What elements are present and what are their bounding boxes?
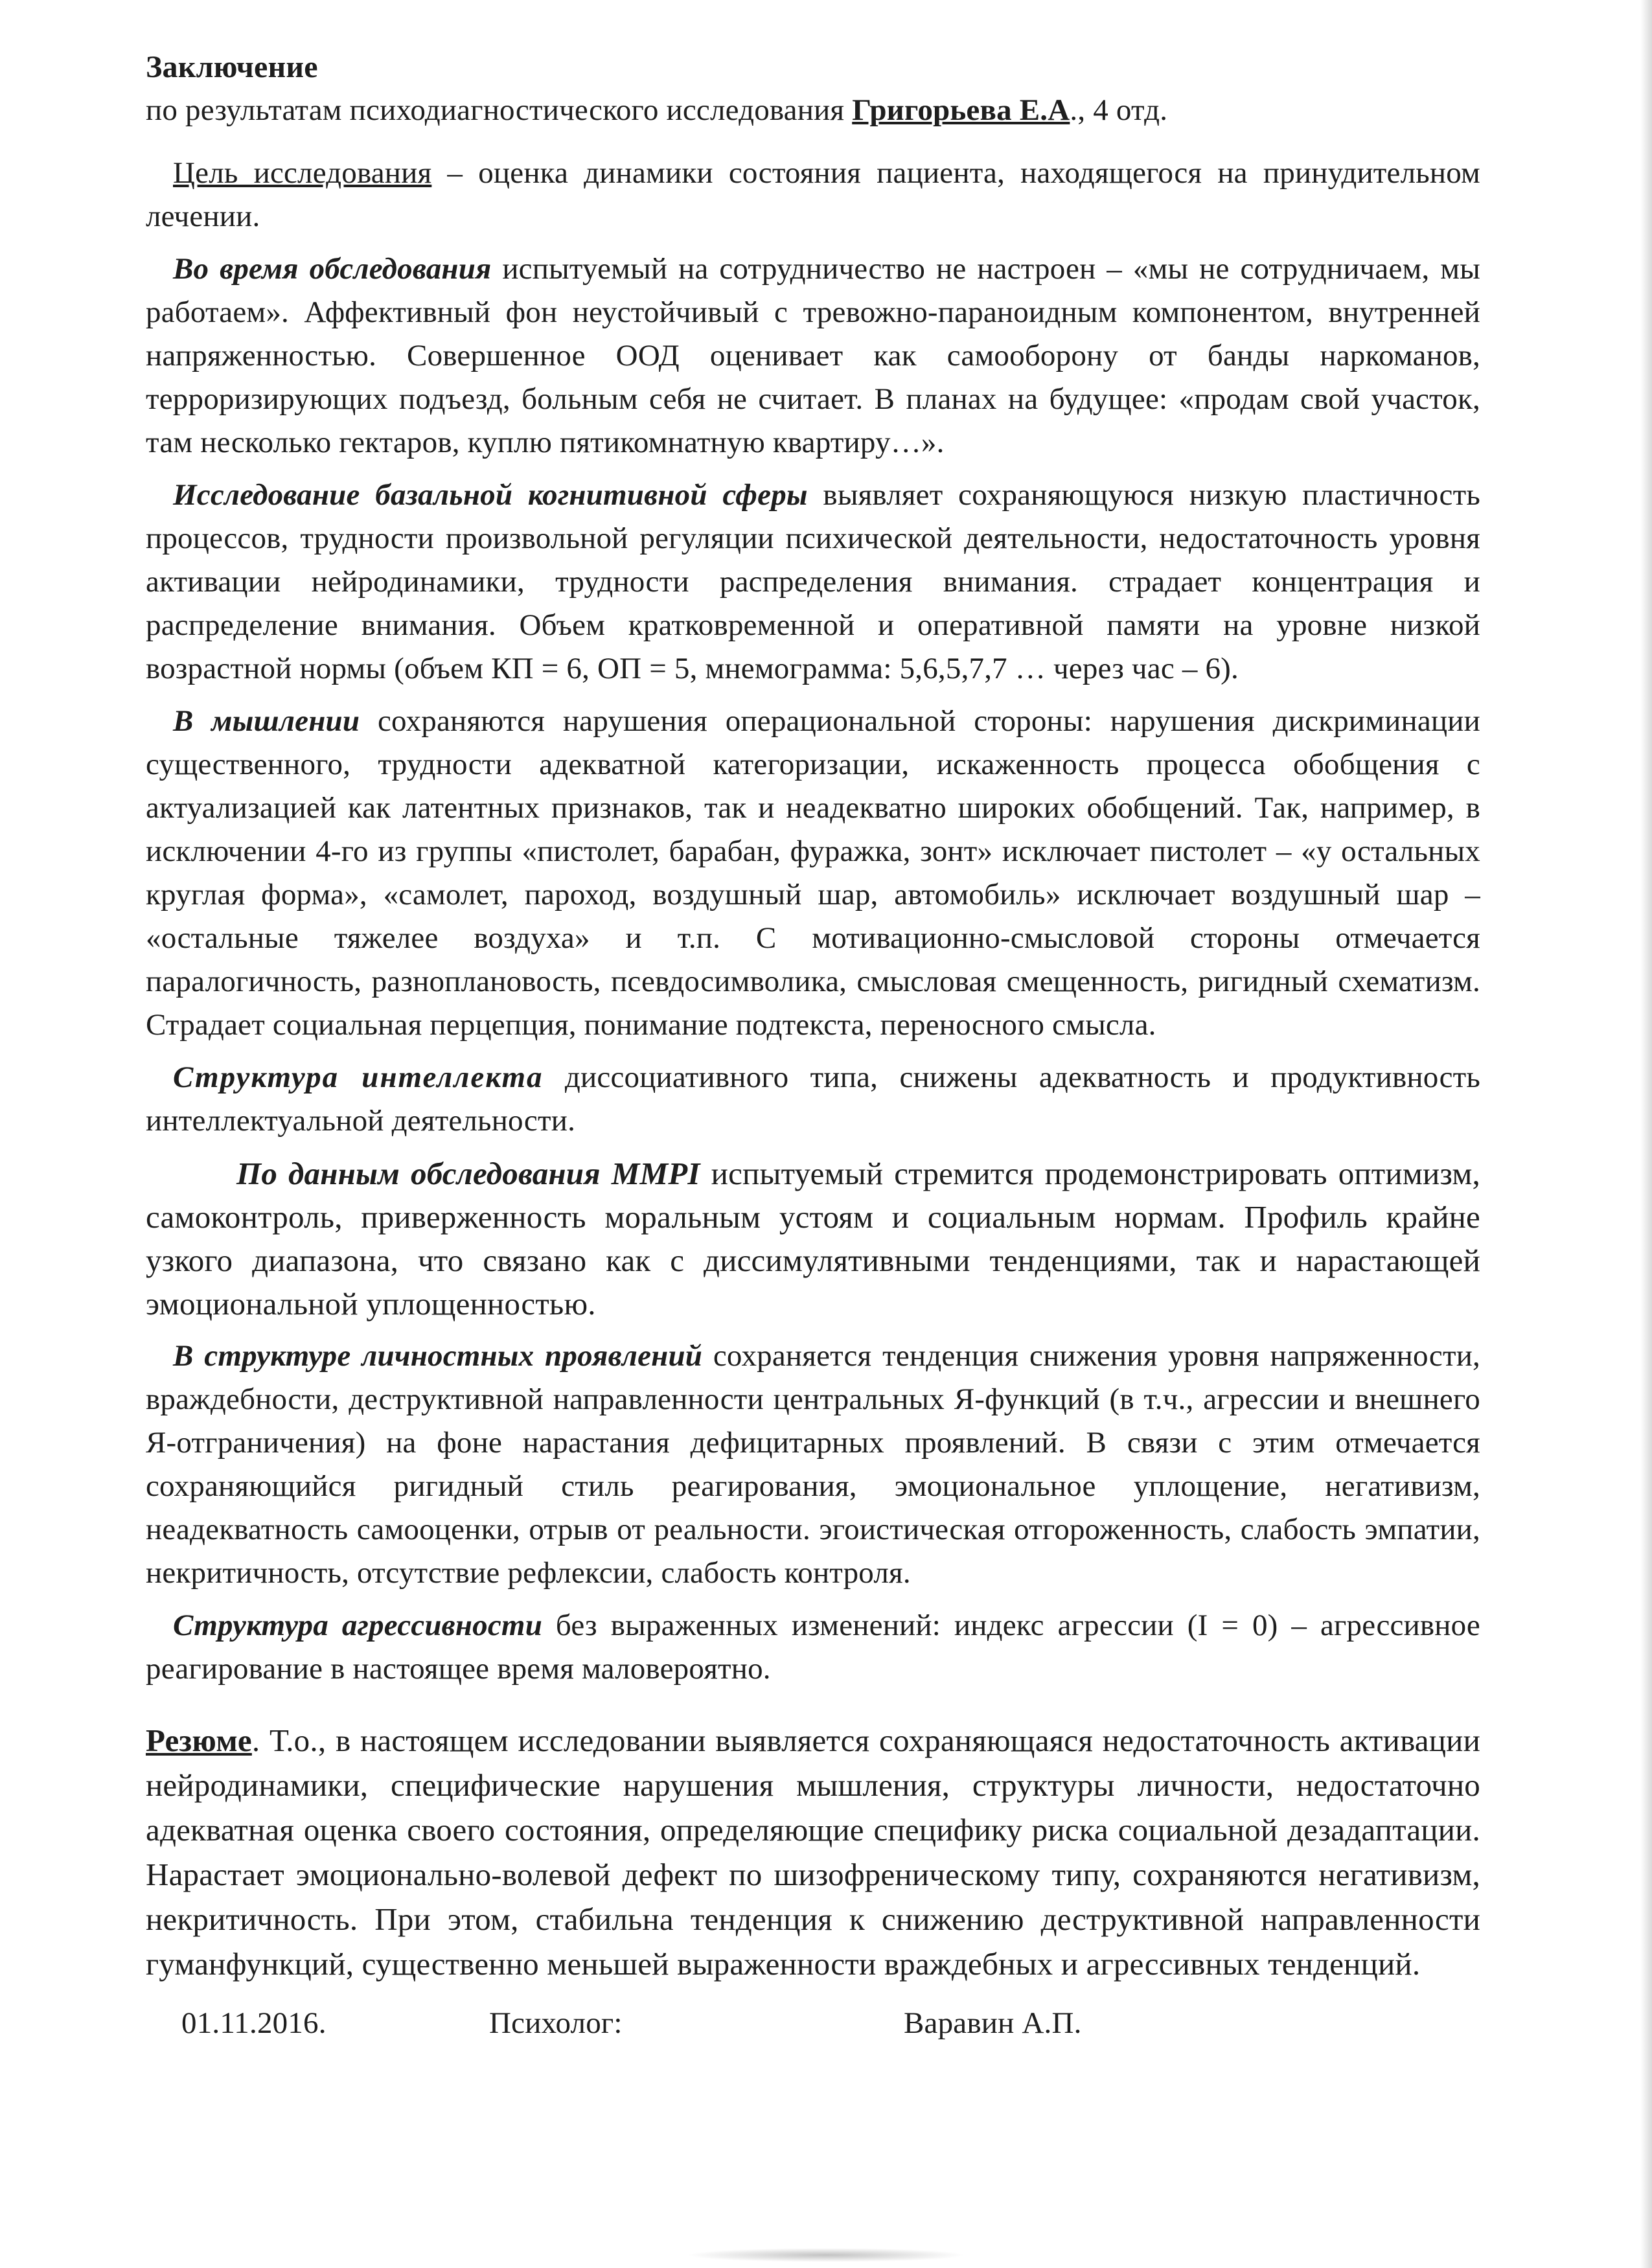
thinking-label: В мышлении: [173, 704, 360, 738]
mmpi-label: По данным обследования MMPI: [236, 1156, 700, 1191]
resume-label: Резюме: [146, 1723, 252, 1758]
scan-edge-shadow: [1640, 0, 1652, 2268]
document-subheading: [146, 89, 1480, 132]
intellect-text: диссоциативного типа, снижены адекватность и продуктивность интеллектуальной деятельности.: [146, 1060, 1480, 1138]
aggression-paragraph: [146, 1604, 1480, 1691]
resume-paragraph: [146, 1718, 1480, 1986]
aggression-text: без выраженных изменений: индекс агрессии (I = 0) – агрессивное реагирование в настоящее время маловероятно.: [146, 1609, 1480, 1686]
mmpi-paragraph: [146, 1152, 1480, 1325]
patient-name: Григорьева Е.А: [852, 93, 1070, 127]
aim-label: Цель исследования: [173, 156, 432, 190]
signature-date: 01.11.2016.: [181, 2006, 327, 2040]
conclusion-document: [146, 45, 1480, 2047]
thinking-paragraph: [146, 700, 1480, 1047]
signature-name: Варавин А.П.: [904, 2006, 1082, 2040]
subheading-prefix: по результатам психодиагностического исследования: [146, 93, 853, 127]
cognitive-label: Исследование базальной когнитивной сферы: [173, 478, 808, 512]
personality-text: сохраняется тенденция снижения уровня напряженности, враждебности, деструктивной направленности центральных Я-функций (в т.ч., агрессии и внешнего Я-отграничения) на фоне нарастания дефицитарных проявлений. В связи с этим отмечается сохраняющийся ригидный стиль реагирования, эмоциональное уплощение, негативизм, неадекватность самооценки, отрыв от реальности. эгоистическая отгороженность, слабость эмпатии, некритичность, отсутствие рефлексии, слабость контроля.: [146, 1339, 1481, 1590]
intellect-label: Структура интеллекта: [173, 1060, 544, 1094]
personality-paragraph: [146, 1334, 1480, 1595]
thinking-text: сохраняются нарушения операциональной стороны: нарушения дискриминации существенного, трудности адекватной категоризации, искаженность процесса обобщения с актуализацией как латентных признаков, так и неадекватно широких обобщений. Так, например, в исключении 4-го из группы «пистолет, барабан, фуражка, зонт» исключает пистолет – «у остальных круглая форма», «самолет, пароход, воздушный шар, автомобиль» исключает воздушный шар – «остальные тяжелее воздуха» и т.п. С мотивационно-смысловой стороны отмечается паралогичность, разноплановость, псевдосимволика, смысловая смещенность, ригидный схематизм. Страдает социальная перцепция, понимание подтекста, переносного смысла.: [146, 704, 1480, 1042]
mmpi-text: испытуемый стремится продемонстрировать оптимизм, самоконтроль, приверженность моральным устоям и социальным нормам. Профиль крайне узкого диапазона, что связано как с диссимулятивными тенденциями, так и нарастающей эмоциональной уплощенностью.: [146, 1156, 1480, 1322]
aim-paragraph: [146, 152, 1480, 238]
signature-block: [146, 2002, 1480, 2047]
exam-paragraph: [146, 247, 1480, 464]
cognitive-paragraph: [146, 474, 1480, 691]
intellect-paragraph: [146, 1056, 1480, 1143]
document-heading: Заключение: [146, 50, 318, 84]
aggression-label: Структура агрессивности: [173, 1609, 543, 1642]
exam-label: Во время обследования: [173, 252, 492, 286]
aim-text: – оценка динамики состояния пациента, находящегося на принудительном лечении.: [146, 156, 1480, 233]
signature-role: Психолог:: [489, 2006, 623, 2040]
scan-smudge: [687, 2248, 965, 2262]
resume-text: . Т.о., в настоящем исследовании выявляется сохраняющаяся недостаточность активации нейродинамики, специфические нарушения мышления, структуры личности, недостаточно адекватная оценка своего состояния, определяющие специфику риска социальной дезадаптации. Нарастает эмоционально-волевой дефект по шизофреническому типу, сохраняются негативизм, некритичность. При этом, стабильна тенденция к снижению деструктивной направленности гуманфункций, существенно меньшей выраженности враждебных и агрессивных тенденций.: [146, 1723, 1480, 1982]
personality-label: В структуре личностных проявлений: [173, 1339, 703, 1373]
cognitive-text: выявляет сохраняющуюся низкую пластичность процессов, трудности произвольной регуляции психической деятельности, недостаточность уровня активации нейродинамики, трудности распределения внимания. страдает концентрация и распределение внимания. Объем кратковременной и оперативной памяти на уровне низкой возрастной нормы (объем КП = 6, ОП = 5, мнемограмма: 5,6,5,7,7 … через час – 6).: [146, 478, 1480, 685]
subheading-suffix: ., 4 отд.: [1070, 93, 1168, 127]
exam-text: испытуемый на сотрудничество не настроен – «мы не сотрудничаем, мы работаем». Аффективный фон неустойчивый с тревожно-параноидным компонентом, внутренней напряженностью. Совершенное ООД оценивает как самооборону от банды наркоманов, терроризирующих подъезд, больным себя не считает. В планах на будущее: «продам свой участок, там несколько гектаров, куплю пятикомнатную квартиру…».: [146, 252, 1481, 459]
